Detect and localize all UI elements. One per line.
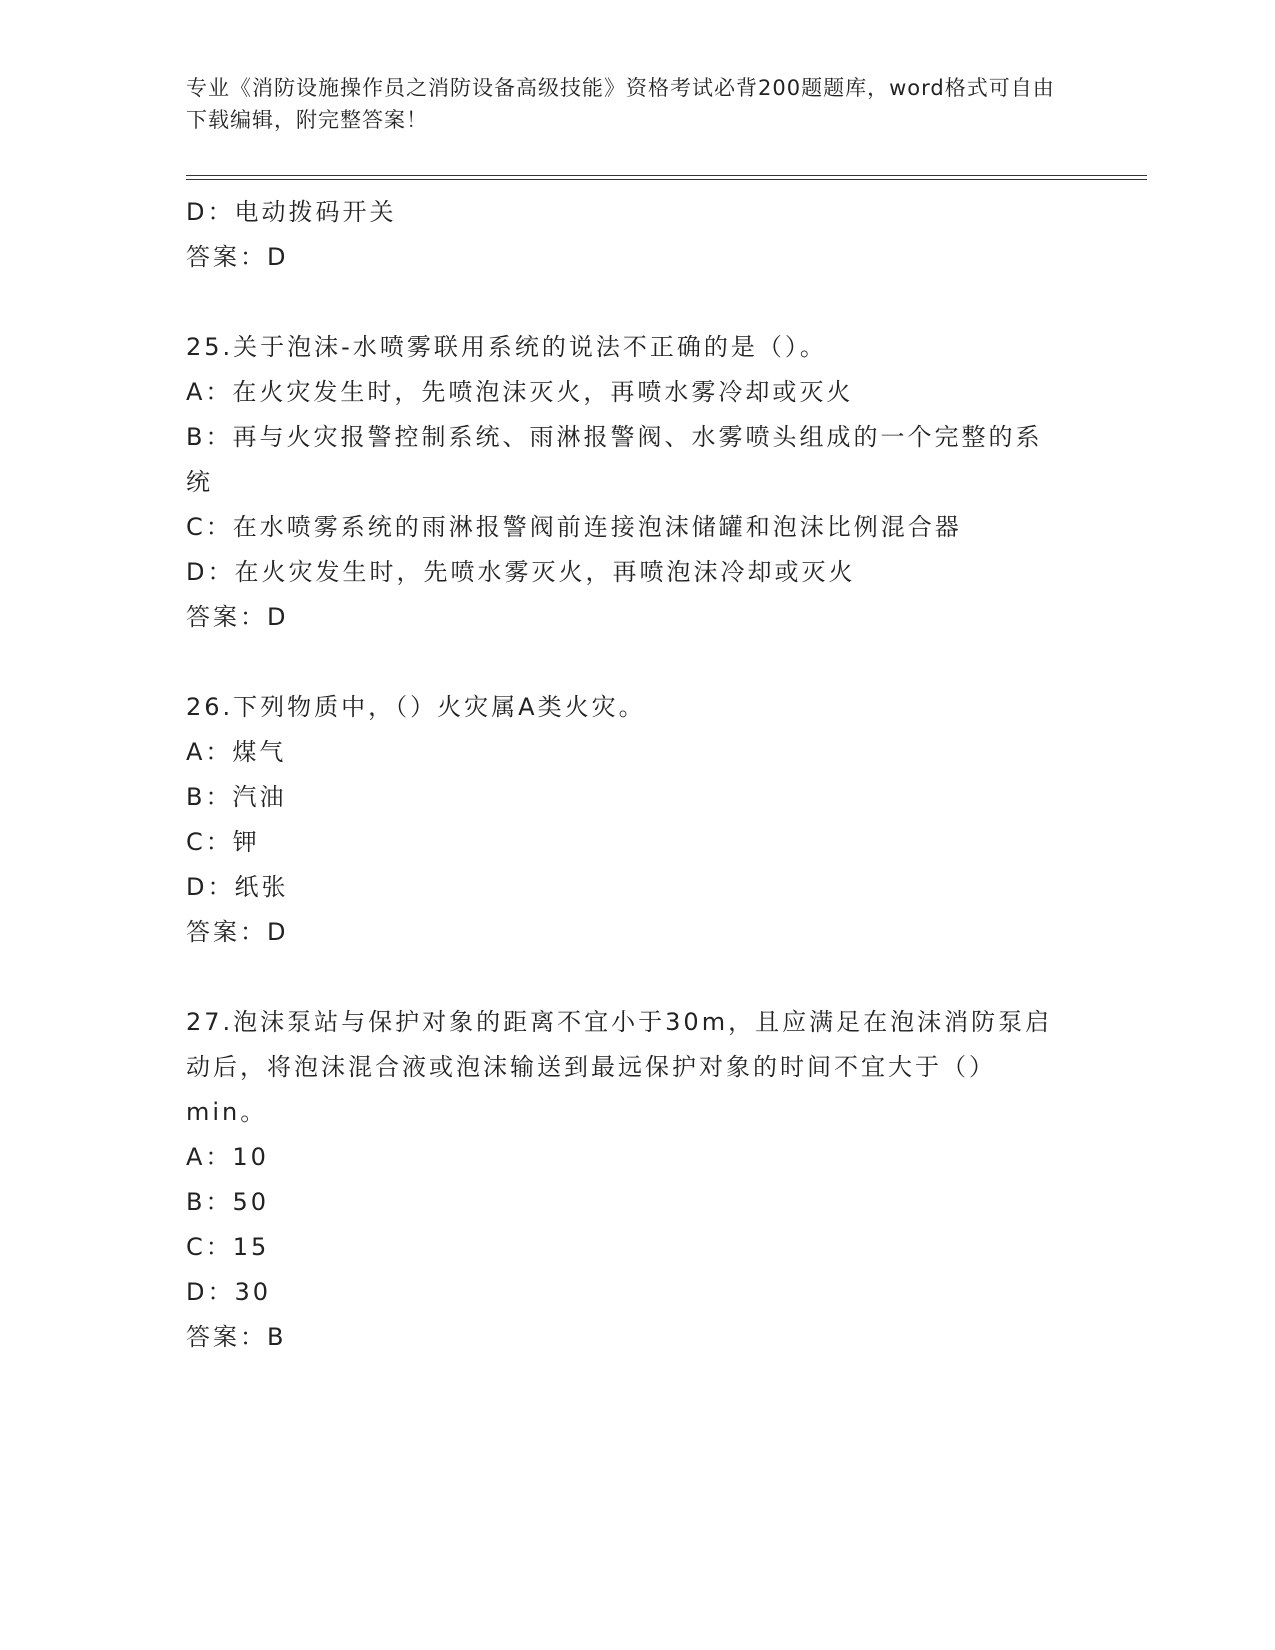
- option-a: A：10: [186, 1143, 269, 1171]
- question-27: [186, 1000, 1066, 1360]
- question-26: [186, 685, 1066, 955]
- spacer: [186, 955, 1066, 1000]
- question-25: [186, 325, 1066, 640]
- option-b: B：50: [186, 1188, 270, 1216]
- question-stem: 26.下列物质中，（）火灾属A类火灾。: [186, 693, 646, 721]
- prev-question-tail: [186, 190, 1066, 280]
- option-b: B：汽油: [186, 783, 287, 811]
- spacer: [186, 280, 1066, 325]
- answer: 答案：D: [186, 918, 289, 946]
- option-d: D：纸张: [186, 873, 289, 901]
- option-a: A：在火灾发生时，先喷泡沫灭火，再喷水雾冷却或灭火: [186, 378, 854, 406]
- header-rule-top: [186, 175, 1147, 176]
- answer: 答案：B: [186, 1323, 287, 1351]
- spacer: [186, 640, 1066, 685]
- option-d: D：电动拨码开关: [186, 198, 397, 226]
- option-c: C：钾: [186, 828, 260, 856]
- header-rule-bottom: [186, 179, 1147, 180]
- document-header: 专业《消防设施操作员之消防设备高级技能》资格考试必背200题题库，word格式可自由下载编辑，附完整答案！: [186, 76, 1055, 132]
- option-c: C：在水喷雾系统的雨淋报警阀前连接泡沫储罐和泡沫比例混合器: [186, 513, 962, 541]
- option-c: C：15: [186, 1233, 270, 1261]
- question-stem: 25.关于泡沫-水喷雾联用系统的说法不正确的是（）。: [186, 333, 827, 361]
- answer: 答案：D: [186, 243, 289, 271]
- question-stem: 27.泡沫泵站与保护对象的距离不宜小于30m，且应满足在泡沫消防泵启动后，将泡沫混合液或泡沫输送到最远保护对象的时间不宜大于（）min。: [186, 1008, 1053, 1126]
- option-b: B：再与火灾报警控制系统、雨淋报警阀、水雾喷头组成的一个完整的系统: [186, 423, 1043, 496]
- option-d: D：30: [186, 1278, 272, 1306]
- option-d: D：在火灾发生时，先喷水雾灭火，再喷泡沫冷却或灭火: [186, 558, 856, 586]
- document-body: [186, 190, 1066, 1360]
- answer: 答案：D: [186, 603, 289, 631]
- option-a: A：煤气: [186, 738, 287, 766]
